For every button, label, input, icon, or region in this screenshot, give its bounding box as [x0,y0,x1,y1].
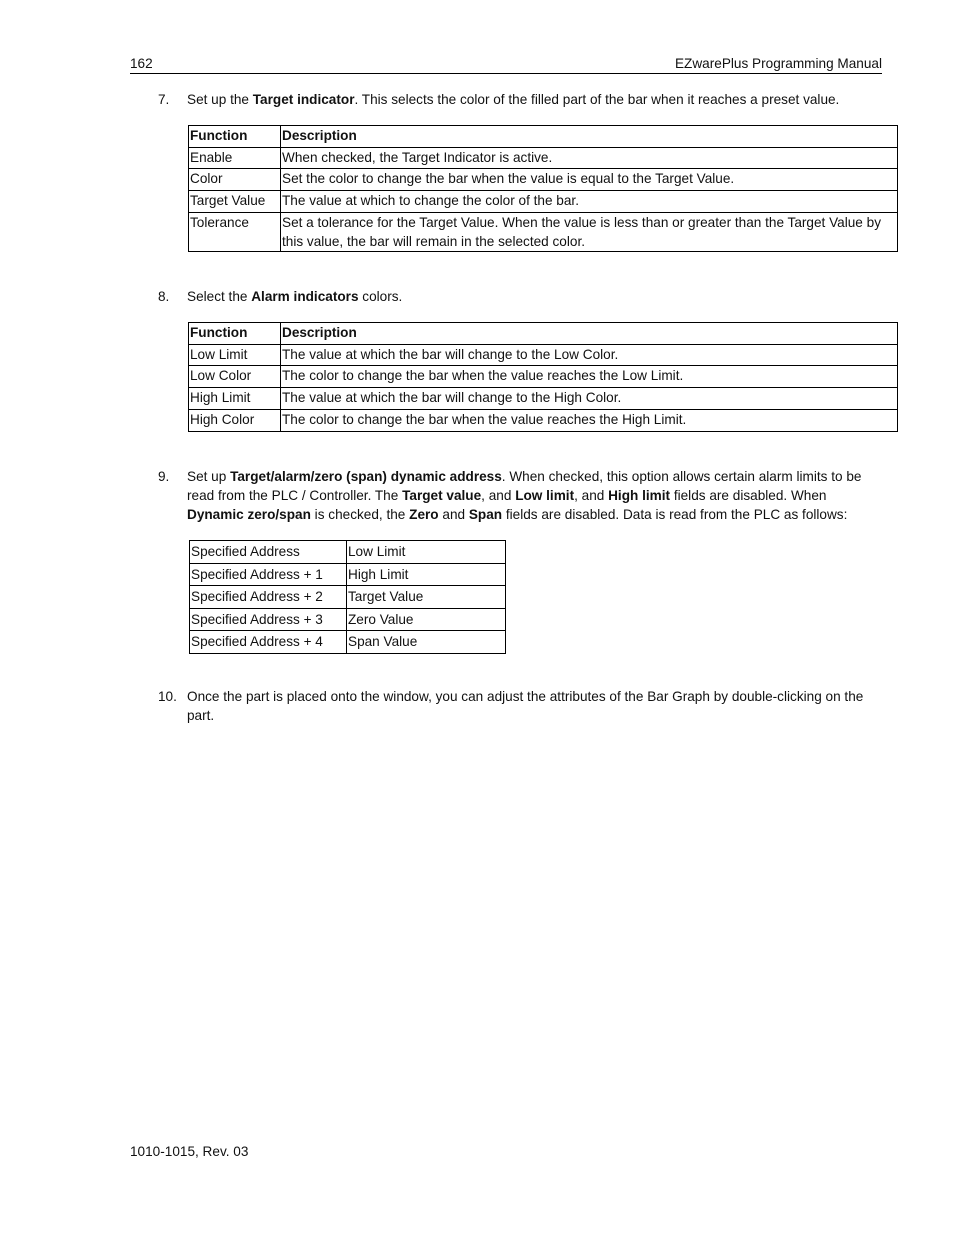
table-row [190,563,506,586]
table-cell: Set the color to change the bar when the value is equal to the Target Value. [281,169,898,191]
column-header: Description [281,126,898,148]
table-cell: The color to change the bar when the value reaches the Low Limit. [281,366,898,388]
table-cell: Enable [189,147,281,169]
table-cell: Tolerance [189,212,281,251]
table-cell: High Limit [347,563,506,586]
table-cell: Specified Address [190,541,347,564]
table-row [189,147,898,169]
table-header-row [189,126,898,148]
step-text: Once the part is placed onto the window, you can adjust the attributes of the Bar Graph by double-clicking on the part. [187,689,864,723]
table-row [190,541,506,564]
table-row [189,212,898,251]
table-row [189,344,898,366]
step-number: 8. [158,289,170,304]
table-cell: Span Value [347,631,506,654]
table-cell: Target Value [347,586,506,609]
column-header: Description [281,323,898,345]
table-cell: Low Limit [347,541,506,564]
table-cell: Low Color [189,366,281,388]
table-cell: Low Limit [189,344,281,366]
header-rule [130,73,882,74]
column-header: Function [189,126,281,148]
table-row [189,366,898,388]
table-header-row [189,323,898,345]
table-cell: Specified Address + 1 [190,563,347,586]
table-cell: Target Value [189,191,281,213]
table-cell: Set a tolerance for the Target Value. When the value is less than or greater than the Target Value by this value, the bar will remain in the selected color. [281,212,898,251]
table-cell: The value at which the bar will change to the High Color. [281,388,898,410]
alarm-indicators-table [188,322,898,432]
table-row [190,586,506,609]
table-row [189,388,898,410]
table-cell: Specified Address + 3 [190,608,347,631]
step-number: 9. [158,469,170,484]
table-cell: Specified Address + 2 [190,586,347,609]
target-indicator-table [188,125,898,252]
table-row [189,169,898,191]
table-row [190,608,506,631]
step-text: Set up Target/alarm/zero (span) dynamic address. When checked, this option allows certain alarm limits to be read from the PLC / Controller. The Target value, and Low limit, and High limit fields are disabled. When Dynamic zero/span is checked, the Zero and Span fields are disabled. Data is read from the PLC as follows: [187,469,862,522]
table-cell: The color to change the bar when the value reaches the High Limit. [281,409,898,431]
table-row [190,631,506,654]
dynamic-address-table [189,540,506,654]
step-text: Set up the Target indicator. This selects the color of the filled part of the bar when it reaches a preset value. [187,92,840,107]
step-text: Select the Alarm indicators colors. [187,289,403,304]
table-cell: High Color [189,409,281,431]
column-header: Function [189,323,281,345]
table-cell: Specified Address + 4 [190,631,347,654]
table-cell: Zero Value [347,608,506,631]
table-cell: Color [189,169,281,191]
table-cell: When checked, the Target Indicator is active. [281,147,898,169]
table-cell: The value at which the bar will change to the Low Color. [281,344,898,366]
table-row [189,191,898,213]
step-number: 10. [158,689,177,704]
document-title: EZwarePlus Programming Manual [674,56,882,71]
table-row [189,409,898,431]
page-number: 162 [130,56,153,71]
table-cell: The value at which to change the color of the bar. [281,191,898,213]
footer-doc-id: 1010-1015, Rev. 03 [130,1144,249,1159]
step-number: 7. [158,92,170,107]
table-cell: High Limit [189,388,281,410]
